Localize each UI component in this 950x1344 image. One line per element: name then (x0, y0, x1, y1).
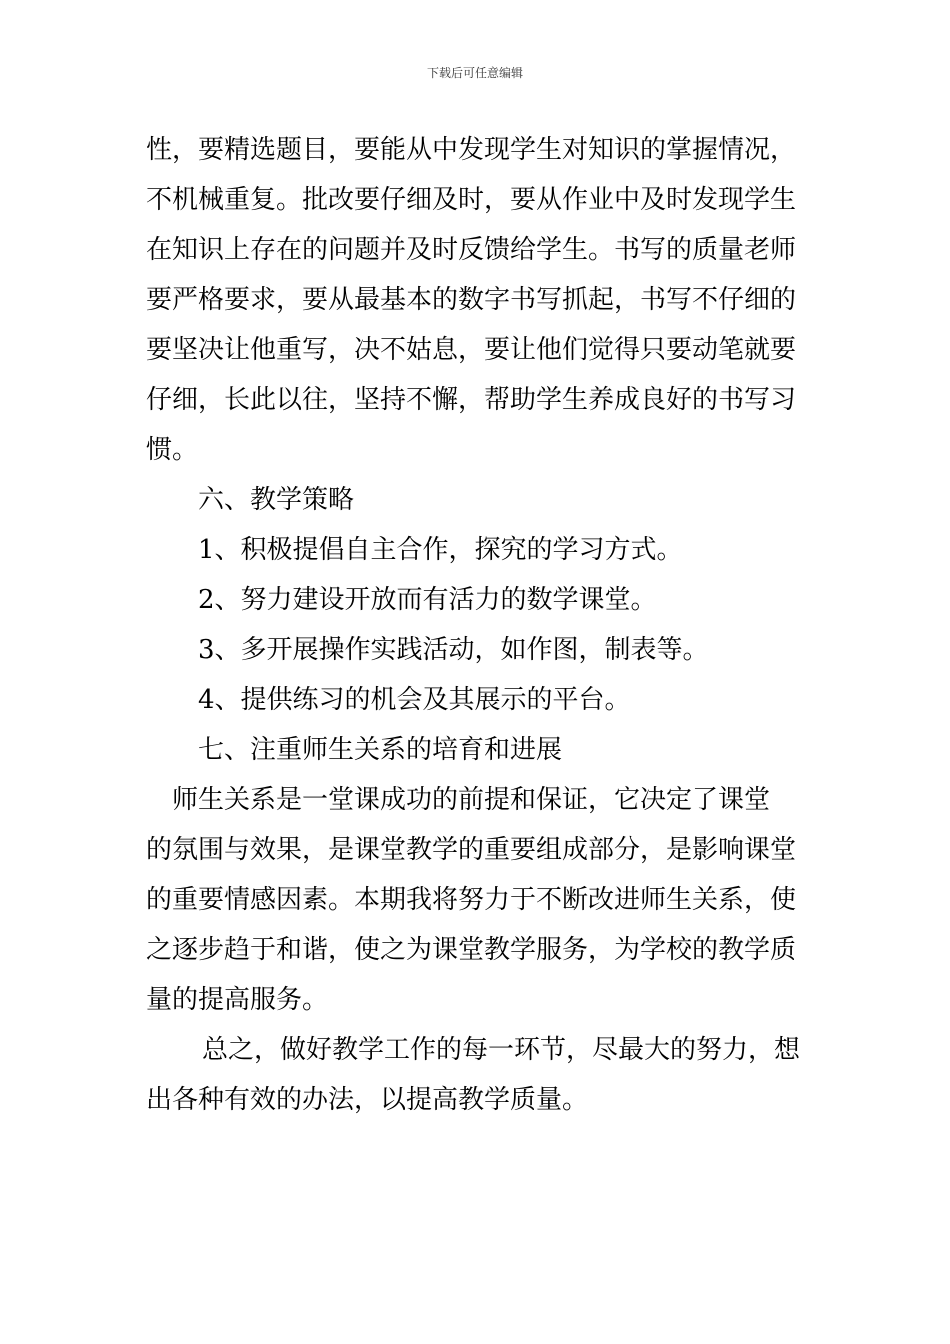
list-item: 2、努力建设开放而有活力的数学课堂。 (198, 585, 657, 615)
text-line: 要严格要求，要从最基本的数字书写抓起，书写不仔细的 (146, 285, 797, 315)
page-header: 下载后可任意编辑 (426, 66, 523, 80)
text-line: 要坚决让他重写，决不姑息，要让他们觉得只要动笔就要 (146, 335, 797, 365)
text-line: 在知识上存在的问题并及时反馈给学生。书写的质量老师 (146, 235, 797, 265)
text-line: 仔细，长此以往，坚持不懈，帮助学生养成良好的书写习 (146, 385, 797, 415)
list-item: 4、提供练习的机会及其展示的平台。 (198, 685, 631, 715)
text-line: 性，要精选题目，要能从中发现学生对知识的掌握情况， (146, 135, 797, 165)
conclusion-first-line: 总之，做好教学工作的每一环节，尽最大的努力，想 (202, 1035, 801, 1065)
text-line: 惯。 (146, 435, 199, 465)
text-line: 出各种有效的办法，以提高教学质量。 (146, 1085, 589, 1115)
list-item: 3、多开展操作实践活动，如作图，制表等。 (198, 635, 709, 665)
body-text (146, 125, 816, 1125)
text-line: 之逐步趋于和谐，使之为课堂教学服务，为学校的教学质 (146, 935, 797, 965)
text-line: 的氛围与效果，是课堂教学的重要组成部分，是影响课堂 (146, 835, 797, 865)
section-heading-relationship: 七、注重师生关系的培育和进展 (198, 735, 563, 765)
list-item: 1、积极提倡自主合作，探究的学习方式。 (198, 535, 683, 565)
text-line: 量的提高服务。 (146, 985, 329, 1015)
paragraph-first-line: 师生关系是一堂课成功的前提和保证，它决定了课堂 (172, 785, 771, 815)
text-line: 的重要情感因素。本期我将努力于不断改进师生关系，使 (146, 885, 797, 915)
section-heading-strategy: 六、教学策略 (198, 485, 355, 515)
text-line: 不机械重复。批改要仔细及时，要从作业中及时发现学生 (146, 185, 797, 215)
